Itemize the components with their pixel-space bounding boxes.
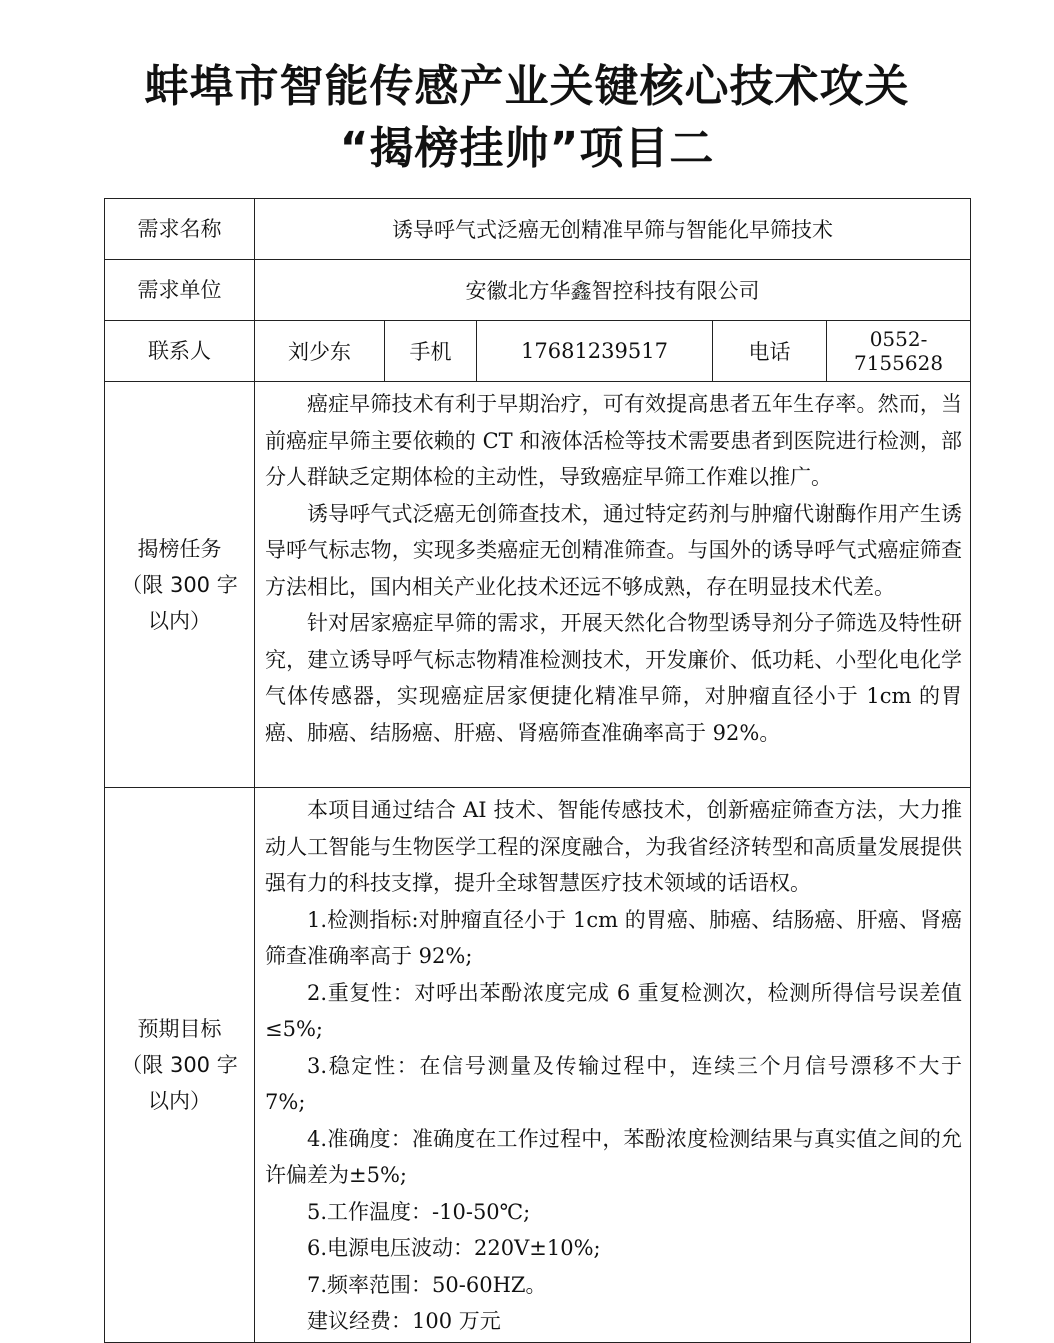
page-title-line-1: 蚌埠市智能传感产业关键核心技术攻关 <box>144 61 910 112</box>
page-title-line-2: “揭榜挂帅”项目二 <box>339 123 715 174</box>
goal-limit-note-end: 以内） <box>148 1088 211 1113</box>
demand-unit-value: 安徽北方华鑫智控科技有限公司 <box>255 260 971 321</box>
task-content <box>255 382 971 788</box>
demand-form-table <box>104 198 971 1343</box>
demand-name-label: 需求名称 <box>105 199 255 260</box>
task-limit-note: （限 300 字 <box>121 572 238 597</box>
goal-item: 5.工作温度：-10-50℃; <box>307 1199 531 1224</box>
goal-item: 1.检测指标:对肿瘤直径小于 1cm 的胃癌、肺癌、结肠癌、肝癌、肾癌筛查准确率高于 92%; <box>265 907 963 968</box>
contact-label: 联系人 <box>105 321 255 382</box>
task-limit-note-end: 以内） <box>148 608 211 633</box>
mobile-value: 17681239517 <box>477 321 713 382</box>
goal-label-cell <box>105 788 255 1343</box>
goal-budget: 建议经费：100 万元 <box>307 1309 501 1333</box>
demand-unit-row <box>105 260 971 321</box>
task-paragraph: 诱导呼气式泛癌无创筛查技术，通过特定药剂与肿瘤代谢酶作用产生诱导呼气标志物，实现多类癌症无创精准筛查。与国外的诱导呼气式癌症筛查方法相比，国内相关产业化技术还远不够成熟，存在明显技术代差。 <box>265 501 963 599</box>
goal-item: 2.重复性：对呼出苯酚浓度完成 6 重复检测次，检测所得信号误差值≤5%; <box>265 980 963 1041</box>
goal-item: 6.电源电压波动：220V±10%; <box>307 1236 601 1260</box>
goal-item: 7.频率范围：50-60HZ。 <box>307 1272 547 1297</box>
goal-limit-note: （限 300 字 <box>121 1052 238 1077</box>
contact-name: 刘少东 <box>255 321 385 382</box>
mobile-label: 手机 <box>385 321 477 382</box>
task-paragraph: 癌症早筛技术有利于早期治疗，可有效提高患者五年生存率。然而，当前癌症早筛主要依赖的 CT 和液体活检等技术需要患者到医院进行检测，部分人群缺乏定期体检的主动性，导致癌症早筛工作难以推广。 <box>265 392 963 489</box>
task-label-cell <box>105 382 255 788</box>
task-paragraph: 针对居家癌症早筛的需求，开展天然化合物型诱导剂分子筛选及特性研究，建立诱导呼气标志物精准检测技术，开发廉价、低功耗、小型化电化学气体传感器，实现癌症居家便捷化精准早筛，对肿瘤直径小于 1cm 的胃癌、肺癌、结肠癌、肝癌、肾癌筛查准确率高于 92%。 <box>265 611 963 745</box>
phone-value: 0552-7155628 <box>827 321 971 382</box>
goal-label: 预期目标 <box>137 1016 222 1041</box>
goal-content <box>255 788 971 1343</box>
task-row <box>105 382 971 788</box>
goal-item: 3.稳定性：在信号测量及传输过程中，连续三个月信号漂移不大于 7%; <box>265 1053 963 1114</box>
goal-row <box>105 788 971 1343</box>
goal-paragraph: 本项目通过结合 AI 技术、智能传感技术，创新癌症筛查方法，大力推动人工智能与生物医学工程的深度融合，为我省经济转型和高质量发展提供强有力的科技支撑，提升全球智慧医疗技术领域的话语权。 <box>265 798 963 895</box>
phone-label: 电话 <box>713 321 827 382</box>
demand-name-row <box>105 199 971 260</box>
contact-row <box>105 321 971 382</box>
demand-name-value: 诱导呼气式泛癌无创精准早筛与智能化早筛技术 <box>255 199 971 260</box>
demand-unit-label: 需求单位 <box>105 260 255 321</box>
goal-item: 4.准确度：准确度在工作过程中，苯酚浓度检测结果与真实值之间的允许偏差为±5%; <box>265 1126 963 1187</box>
task-label: 揭榜任务 <box>137 536 222 561</box>
